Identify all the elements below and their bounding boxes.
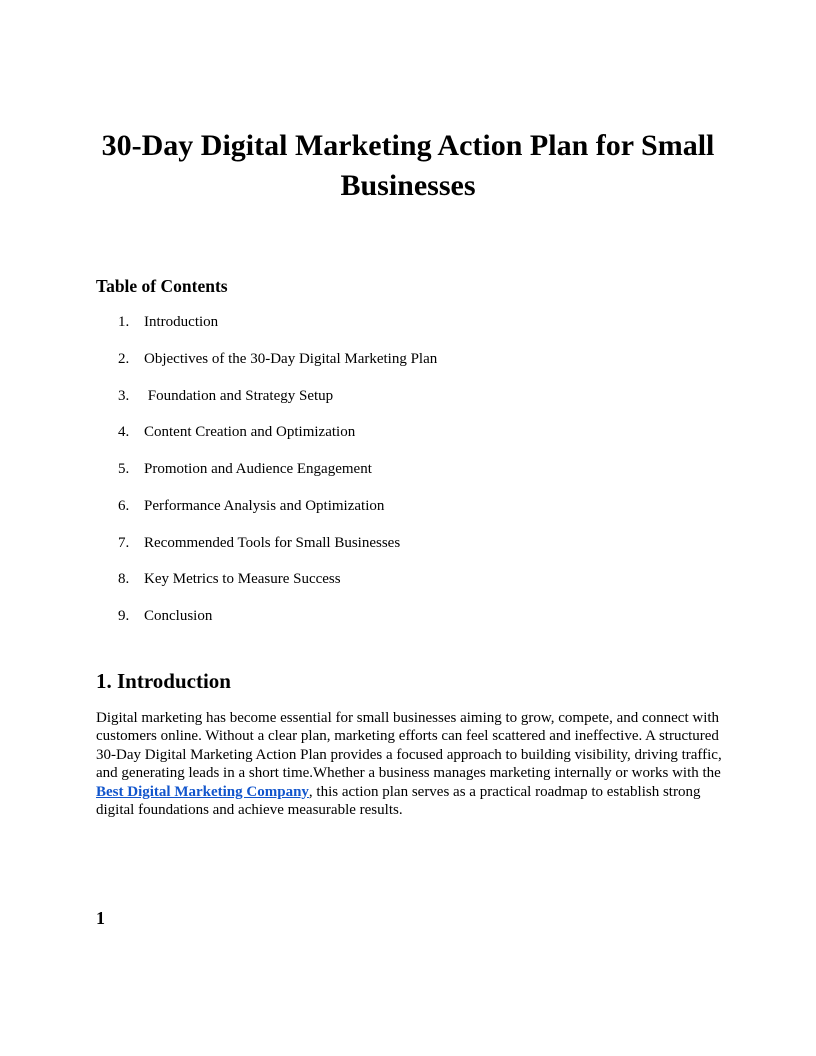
toc-item-tools[interactable]: [96, 533, 437, 570]
best-digital-marketing-company-link[interactable]: Best Digital Marketing Company: [96, 783, 309, 800]
toc-item-number: 1.: [118, 314, 130, 330]
page-number: 1: [96, 908, 105, 928]
toc-item-number: 7.: [118, 534, 130, 551]
toc-item-label[interactable]: Introduction: [144, 314, 219, 330]
toc-item-label[interactable]: Promotion and Audience Engagement: [144, 461, 372, 477]
toc-item-number: 5.: [118, 461, 130, 477]
toc-heading: Table of Contents: [96, 276, 228, 296]
toc-item-label[interactable]: Objectives of the 30-Day Digital Marketing Plan: [144, 350, 438, 367]
paragraph-text-before-link: Digital marketing has become essential for small businesses aiming to grow, compete, and connect with customers online. Without a clear plan, marketing efforts can feel scattered and ineffective. A structured 30-Day Digital Marketing Action Plan provides a focused approach to building visibility, driving traffic, and generating leads in a short time.Whether a business manages marketing internally or works with the: [96, 710, 722, 782]
toc-item-content-creation[interactable]: [96, 422, 437, 459]
toc-item-number: 3.: [118, 387, 130, 404]
toc-item-conclusion[interactable]: [96, 606, 437, 643]
toc-item-label[interactable]: Content Creation and Optimization: [144, 424, 356, 441]
section-heading-introduction: 1. Introduction: [96, 669, 231, 693]
toc-item-number: 2.: [118, 350, 130, 367]
toc-item-objectives[interactable]: [96, 349, 437, 386]
introduction-paragraph: [96, 709, 724, 819]
toc-item-label[interactable]: Foundation and Strategy Setup: [144, 387, 334, 404]
toc-item-label[interactable]: Key Metrics to Measure Success: [144, 571, 341, 588]
toc-item-label[interactable]: Conclusion: [144, 608, 213, 624]
toc-item-metrics[interactable]: [96, 569, 437, 606]
toc-item-number: 4.: [118, 424, 130, 441]
table-of-contents: [96, 312, 437, 643]
toc-item-promotion[interactable]: [96, 459, 437, 496]
paragraph-text-after-link: , this action plan serves as a practical roadmap to establish strong digital foundations and achieve measurable results.: [96, 783, 701, 819]
toc-item-number: 6.: [118, 497, 130, 514]
toc-item-introduction[interactable]: [96, 312, 437, 349]
toc-item-label[interactable]: Performance Analysis and Optimization: [144, 497, 385, 514]
toc-item-performance[interactable]: [96, 496, 437, 533]
page-title: 30-Day Digital Marketing Action Plan for Small Businesses: [101, 129, 715, 202]
toc-item-foundation[interactable]: [96, 386, 437, 423]
toc-item-label[interactable]: Recommended Tools for Small Businesses: [144, 534, 401, 551]
toc-item-number: 8.: [118, 571, 130, 588]
toc-item-number: 9.: [118, 608, 130, 624]
